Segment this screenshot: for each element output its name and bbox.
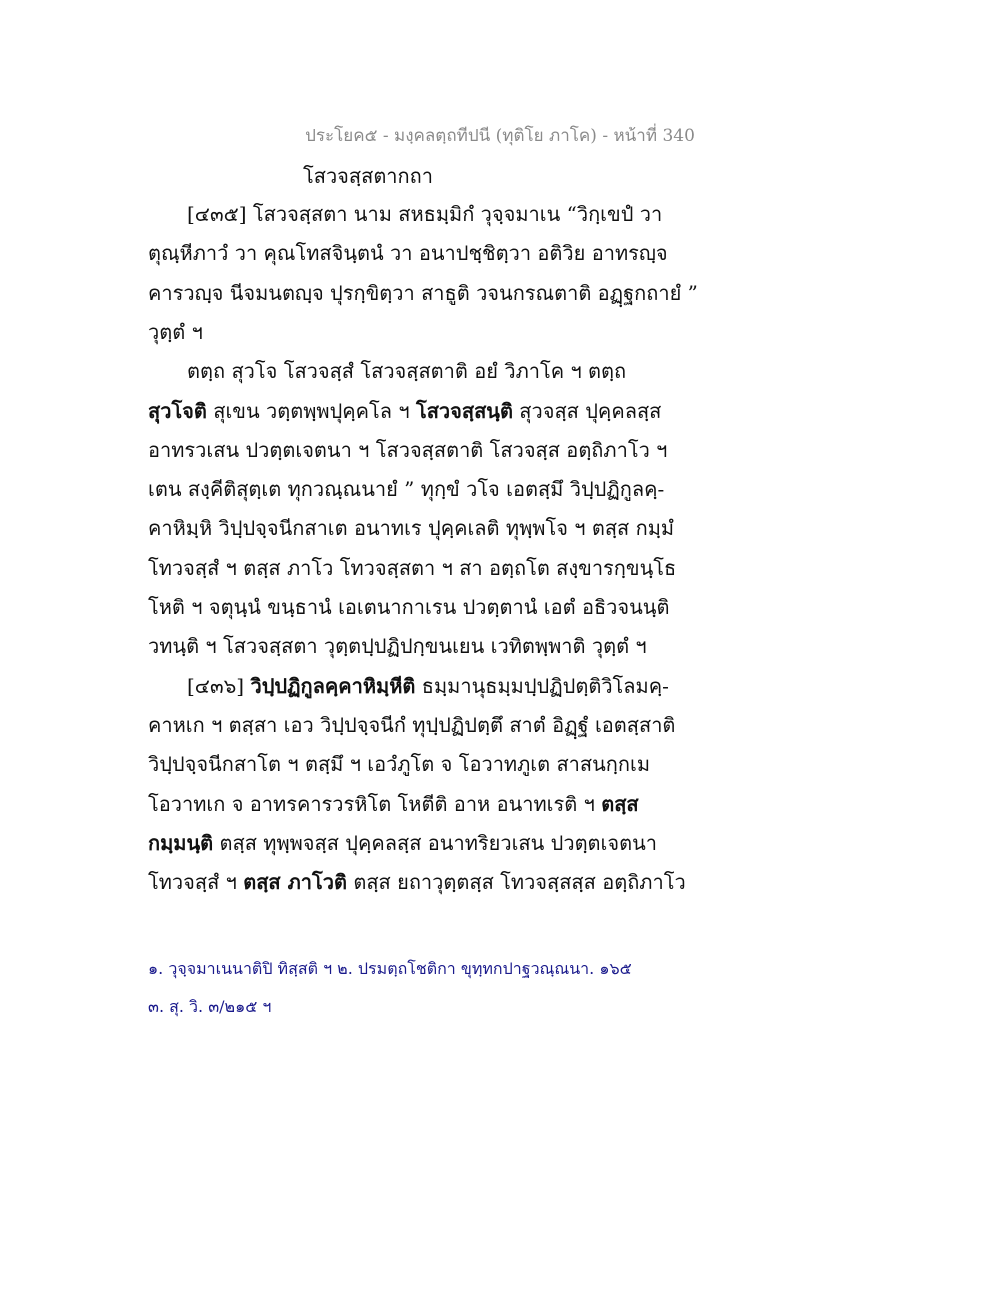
text-segment: สุเขน วตฺตพฺพปุคฺคโล ฯ <box>206 398 416 423</box>
body-line <box>187 673 669 699</box>
body-line <box>148 555 676 581</box>
text-segment: สุวจสฺส ปุคฺคลสฺส <box>512 398 662 423</box>
text-segment: ตุณฺหีภาวํ วา คุณโทสจินฺตนํ วา อนาปชฺชิตฺวา อติวิย อาทรญฺจ <box>148 241 668 266</box>
text-segment: โอวาทเก จ อาทรคารวรหิโต โหตีติ อาห อนาทเรติ ฯ <box>148 791 602 816</box>
body-line <box>187 358 626 384</box>
body-line <box>148 791 639 817</box>
text-segment: อาทรวเสน ปวตฺตเจตนา ฯ โสวจสฺสตาติ โสวจสฺส อตฺถิภาโว ฯ <box>148 437 668 462</box>
body-line <box>148 869 686 895</box>
page-header: ประโยค๕ - มงฺคลตฺถทีปนี (ทุติโย ภาโค) - หน้าที่ 340 <box>305 126 695 146</box>
text-segment: วทนฺติ ฯ โสวจสฺสตา วุตฺตปฺปฏิปกฺขนเยน เวทิตพฺพาติ วุตฺตํ ฯ <box>148 634 647 659</box>
text-segment: ตตฺถ สุวโจ โสวจสฺสํ โสวจสฺสตาติ อยํ วิภาโค ฯ ตตฺถ <box>187 359 627 384</box>
text-segment: ตสฺส ทุพฺพจสฺส ปุคฺคลสฺส อนาทริยวเสน ปวตฺตเจตนา <box>213 830 657 855</box>
text-segment: [๔๓๖] <box>187 673 251 698</box>
text-segment: ธมฺมานุธมฺมปฺปฏิปตฺติวิโลมคฺ- <box>415 673 669 698</box>
section-title: โสวจสฺสตากถา <box>303 164 433 188</box>
text-segment: คาหิมฺหิ วิปฺปจฺจนีกสาเต อนาทเร ปุคฺคเลติ ทุพฺพโจ ฯ ตสฺส กมฺมํ <box>148 516 675 541</box>
text-segment: คารวญฺจ นีจมนตญฺจ ปุรกฺขิตฺวา สาธูติ วจนกรณตาติ อฏฺฐกถายํ ” <box>148 280 698 305</box>
footnote: ๑. วุจฺจมาเนนาติปิ ทิสฺสติ ฯ ๒. ปรมตฺถโชติกา ขุทฺทกปาฐวณฺณนา. ๑๖๕ <box>148 959 632 978</box>
body-line <box>148 398 661 424</box>
bold-term: โสวจสฺสนฺติ <box>415 398 513 423</box>
text-segment: โทวจสฺสํ ฯ <box>148 870 244 895</box>
body-line <box>148 712 675 738</box>
bold-term: วิปฺปฏิกูลคฺคาหิมฺหีติ <box>250 673 416 698</box>
bold-term: ตสฺส ภาโวติ <box>243 870 347 895</box>
text-segment: คาหเก ฯ ตสฺสา เอว วิปฺปจฺจนีกํ ทุปฺปฏิปตฺตึ สาตํ อิฏฺฐํ เอตสฺสาติ <box>148 712 676 737</box>
body-line <box>148 594 669 620</box>
body-line <box>148 633 647 659</box>
body-line <box>148 476 664 502</box>
body-line <box>148 319 203 345</box>
text-segment: ตสฺส ยถาวุตฺตสฺส โทวจสฺสสฺส อตฺถิภาโว <box>346 870 686 895</box>
body-line <box>148 751 650 777</box>
text-segment: [๔๓๕] โสวจสฺสตา นาม สหธมฺมิกํ วุจฺจมาเน “วิกฺเขปํ วา <box>187 202 663 226</box>
bold-term: กมฺมนฺติ <box>148 830 214 855</box>
body-line <box>148 830 657 856</box>
text-segment: วิปฺปจฺจนีกสาโต ฯ ตสฺมึ ฯ เอวํภูโต จ โอวาทภูเต สาสนกฺกเม <box>148 752 651 777</box>
body-line <box>187 201 662 227</box>
text-segment: เตน สงฺคีติสุตฺเต ทุกวณฺณนายํ ” ทุกฺขํ วโจ เอตสฺมึ วิปฺปฏิกูลคฺ- <box>148 477 665 502</box>
body-line <box>148 280 698 306</box>
footnote: ๓. สุ. วิ. ๓/๒๑๕ ฯ <box>148 997 272 1016</box>
body-line <box>148 240 668 266</box>
bold-term: ตสฺส <box>601 791 639 816</box>
text-segment: โทวจสฺสํ ฯ ตสฺส ภาโว โทวจสฺสตา ฯ สา อตฺถโต สงฺขารกฺขนฺโธ <box>148 555 677 580</box>
text-segment: โหติ ฯ จตุนฺนํ ขนฺธานํ เอเตนากาเรน ปวตฺตานํ เอตํ อธิวจนนฺติ <box>148 595 670 619</box>
body-line <box>148 437 667 463</box>
bold-term: สุวโจติ <box>148 398 207 423</box>
body-line <box>148 515 674 541</box>
text-segment: วุตฺตํ ฯ <box>148 319 203 344</box>
